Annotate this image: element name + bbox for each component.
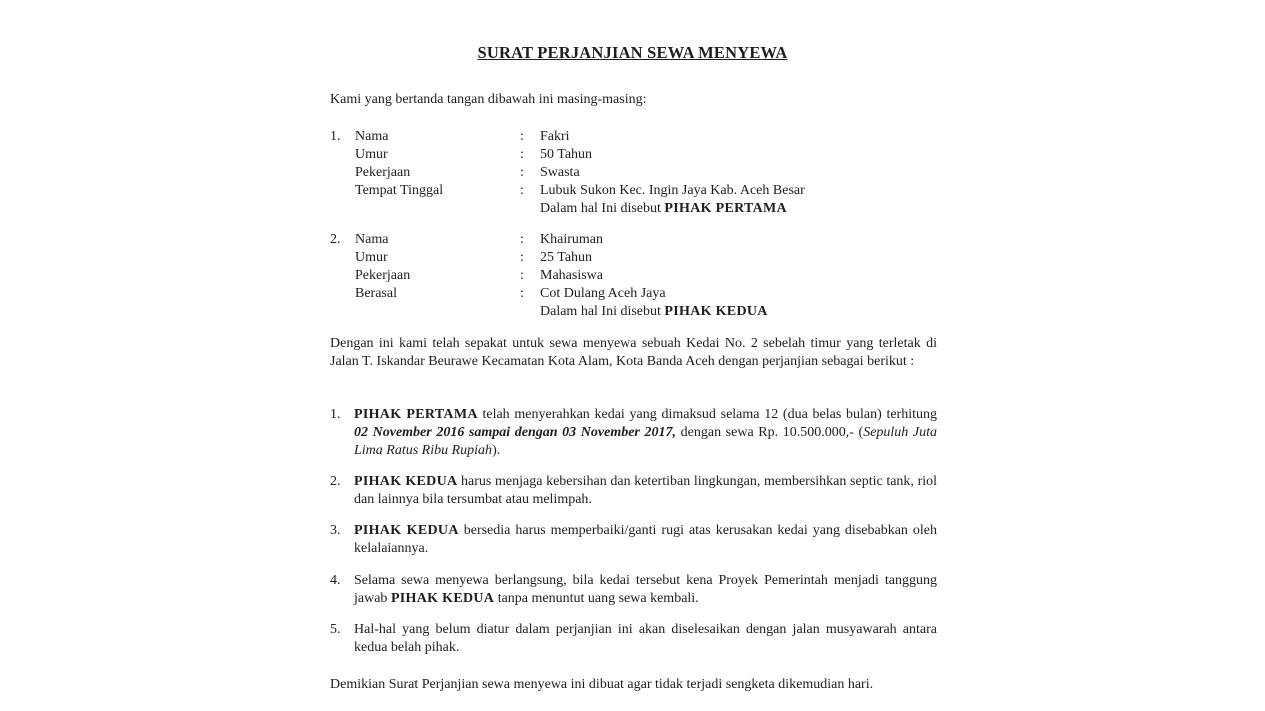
field-value-umur: 50 Tahun	[540, 147, 593, 162]
designation-name: PIHAK KEDUA	[664, 304, 768, 319]
term-party: PIHAK KEDUA	[390, 591, 495, 606]
field-value-berasal: Cot Dulang Aceh Jaya	[540, 286, 666, 301]
field-value-pekerjaan: Mahasiswa	[540, 268, 603, 283]
term-body: harus menjaga kebersihan dan ketertiban lingkungan, membersihkan septic tank, riol dan lainnya bila tersumbat atau melimpah.	[354, 474, 938, 507]
field-label-umur: Umur	[355, 250, 388, 265]
field-colon: :	[520, 250, 524, 265]
designation-name: PIHAK PERTAMA	[664, 201, 787, 216]
party-second	[330, 231, 950, 321]
designation-prefix: Dalam hal Ini disebut	[540, 304, 661, 319]
party-designation	[540, 303, 768, 321]
term-text-b: tanpa menuntut uang sewa kembali.	[497, 591, 699, 606]
party-designation	[540, 200, 787, 218]
term-item-5	[330, 621, 937, 657]
field-label-pekerjaan: Pekerjaan	[355, 165, 411, 180]
term-item-3	[330, 522, 937, 558]
term-text-a: telah menyerahkan kedai yang dimaksud selama 12 (dua belas bulan) terhitung	[482, 407, 937, 422]
party-field-row	[330, 249, 950, 267]
term-body: bersedia harus memperbaiki/ganti rugi atas kerusakan kedai yang disebabkan oleh kelalaiannya.	[354, 523, 938, 556]
intro-text: Kami yang bertanda tangan dibawah ini masing-masing:	[330, 92, 647, 107]
field-colon: :	[520, 129, 524, 144]
term-party: PIHAK PERTAMA	[354, 407, 478, 422]
term-period: 02 November 2016 sampai dengan 03 November 2017,	[354, 425, 677, 440]
term-number: 5.	[330, 622, 341, 637]
field-label-tempat-tinggal: Tempat Tinggal	[355, 183, 444, 198]
party-number: 2.	[330, 232, 341, 247]
field-value-nama: Fakri	[540, 129, 570, 144]
term-number: 4.	[330, 573, 341, 588]
document-title: SURAT PERJANJIAN SEWA MENYEWA	[477, 43, 788, 62]
term-item-4	[330, 572, 937, 608]
term-text	[354, 406, 937, 460]
field-label-pekerjaan: Pekerjaan	[355, 268, 411, 283]
party-field-row	[330, 128, 950, 146]
field-value-pekerjaan: Swasta	[540, 165, 580, 180]
term-text	[354, 621, 937, 657]
term-item-2	[330, 473, 937, 509]
field-value-tempat-tinggal: Lubuk Sukon Kec. Ingin Jaya Kab. Aceh Besar	[540, 183, 805, 198]
party-number: 1.	[330, 129, 341, 144]
term-number: 2.	[330, 474, 341, 489]
field-label-nama: Nama	[355, 232, 389, 247]
term-party: PIHAK KEDUA	[354, 523, 459, 538]
field-label-berasal: Berasal	[355, 286, 397, 301]
field-value-nama: Khairuman	[540, 232, 603, 247]
party-field-row	[330, 267, 950, 285]
party-first	[330, 128, 950, 218]
party-field-row	[330, 285, 950, 303]
term-text	[354, 522, 937, 558]
term-text-b: dengan sewa Rp. 10.500.000,- (	[680, 425, 864, 440]
term-text-a: Selama sewa menyewa berlangsung, bila kedai tersebut kena Proyek Pemerintah menjadi tanggung jawab	[354, 573, 937, 606]
agreement-paragraph: Dengan ini kami telah sepakat untuk sewa menyewa sebuah Kedai No. 2 sebelah timur yang terletak di Jalan T. Iskandar Beurawe Kecamatan Kota Alam, Kota Banda Aceh dengan perjanjian sebagai berikut :	[330, 336, 937, 369]
field-colon: :	[520, 147, 524, 162]
party-designation-row	[330, 200, 950, 218]
field-colon: :	[520, 268, 524, 283]
field-label-nama: Nama	[355, 129, 389, 144]
party-field-row	[330, 164, 950, 182]
term-text-c: ).	[492, 443, 501, 458]
field-value-umur: 25 Tahun	[540, 250, 593, 265]
term-number: 1.	[330, 407, 341, 422]
term-party: PIHAK KEDUA	[354, 474, 458, 489]
term-number: 3.	[330, 523, 341, 538]
field-colon: :	[520, 165, 524, 180]
designation-prefix: Dalam hal Ini disebut	[540, 201, 661, 216]
term-item-1	[330, 406, 937, 460]
party-field-row	[330, 182, 950, 200]
party-designation-row	[330, 303, 950, 321]
closing-paragraph: Demikian Surat Perjanjian sewa menyewa ini dibuat agar tidak terjadi sengketa dikemudian hari.	[330, 677, 874, 692]
party-field-row	[330, 231, 950, 249]
term-text	[354, 473, 937, 509]
field-colon: :	[520, 183, 524, 198]
field-colon: :	[520, 232, 524, 247]
term-body: Hal-hal yang belum diatur dalam perjanjian ini akan diselesaikan dengan jalan musyawarah antara kedua belah pihak.	[354, 622, 937, 655]
term-amount-words: Sepuluh Juta Lima Ratus Ribu Rupiah	[354, 425, 938, 458]
field-colon: :	[520, 286, 524, 301]
field-label-umur: Umur	[355, 147, 388, 162]
term-text	[354, 572, 937, 608]
party-field-row	[330, 146, 950, 164]
